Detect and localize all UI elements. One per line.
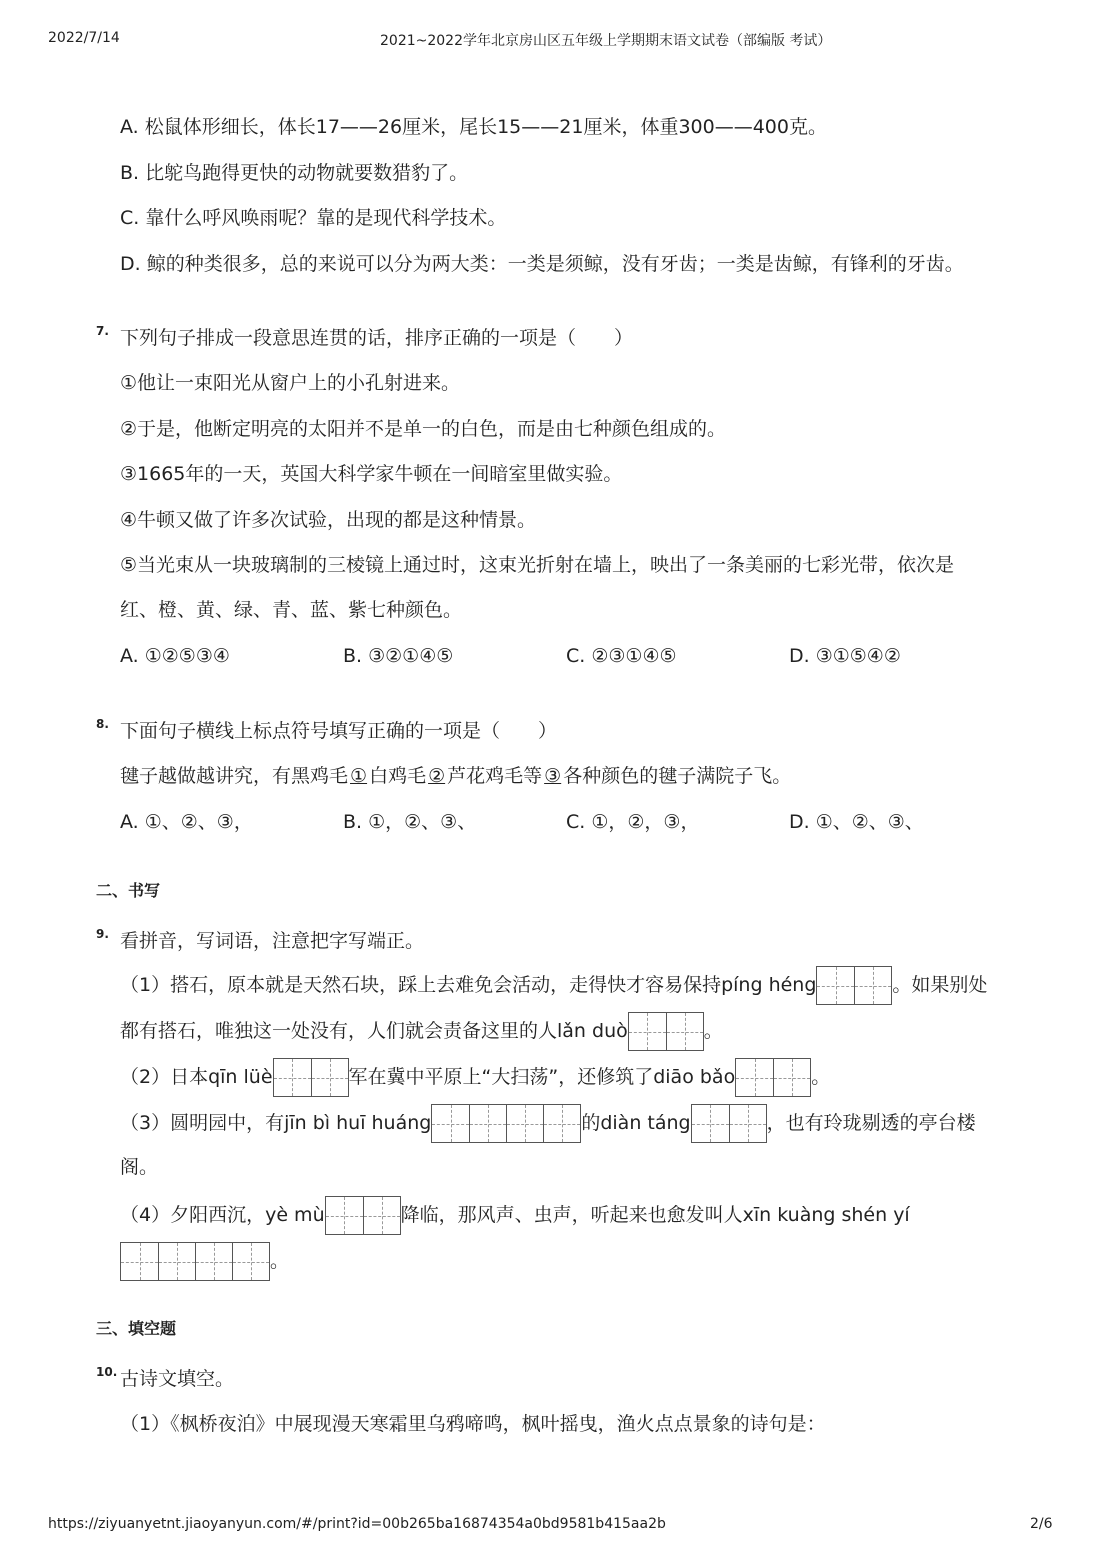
q7-sentence-2: ②于是，他断定明亮的太阳并不是单一的白色，而是由七种颜色组成的。 [120,418,727,440]
q9-text-3b: 军在冀中平原上“大扫荡”，还修筑了diāo bǎo [348,1066,736,1088]
q8-option-d[interactable]: D. ①、②、③、 [789,811,924,833]
header-title: 2021~2022学年北京房山区五年级上学期期末语文试卷（部编版 考试） [380,33,832,49]
q9-text-3c: 。 [811,1066,831,1088]
q7-option-c[interactable]: C. ②③①④⑤ [566,645,677,667]
q9-text-1a: （1）搭石，原本就是天然石块，踩上去难免会活动，走得快才容易保持píng héng [120,974,817,996]
q8-number: 8. [96,717,109,731]
q8-part-3: 芦花鸡毛等 [447,765,543,787]
q10-line-1: （1）《枫桥夜泊》中展现漫天寒霜里乌鸦啼鸣，枫叶摇曳，渔火点点景象的诗句是： [120,1413,826,1435]
q7-option-d[interactable]: D. ③①⑤④② [789,645,901,667]
q7-number: 7. [96,324,109,338]
q9-text-1b: 。如果别处 [892,974,988,996]
q9-line-7 [120,1242,289,1281]
q9-stem: 看拼音，写词语，注意把字写端正。 [120,930,425,952]
q7-option-b[interactable]: B. ③②①④⑤ [343,645,454,667]
writing-grid-landuo[interactable] [628,1012,704,1051]
q7-sentence-3: ③1665年的一天，英国大科学家牛顿在一间暗室里做实验。 [120,463,623,485]
q8-part-4: 各种颜色的毽子满院子飞。 [563,765,792,787]
q6-option-a: A. 松鼠体形细长，体长17——26厘米，尾长15——21厘米，体重300——400克。 [120,116,827,138]
q9-text-2a: 都有搭石，唯独这一处没有，人们就会责备这里的人lǎn duò [120,1020,628,1042]
q9-text-3a: （2）日本qīn lüè [120,1066,273,1088]
q8-option-c[interactable]: C. ①，②，③， [566,811,700,833]
q7-sentence-4: ④牛顿又做了许多次试验，出现的都是这种情景。 [120,509,537,531]
q9-text-4c: ，也有玲珑剔透的亭台楼 [766,1112,976,1134]
writing-grid-xinkuangshenyi[interactable] [120,1242,270,1281]
q8-stem: 下面句子横线上标点符号填写正确的一项是（ ） [120,720,558,742]
footer-page-number: 2/6 [1030,1516,1053,1532]
footer-url[interactable]: https://ziyuanyetnt.jiaoyanyun.com/#/print?id=00b265ba16874354a0bd9581b415aa2b [48,1516,666,1532]
section-3-title: 三、填空题 [96,1319,177,1338]
q10-stem: 古诗文填空。 [120,1368,235,1390]
q9-line-5: 阁。 [120,1156,159,1178]
q9-text-6b: 降临，那风声、虫声，听起来也愈发叫人xīn kuàng shén yí [400,1204,910,1226]
writing-grid-jinbihuihuang[interactable] [431,1104,581,1143]
q7-sentence-5: ⑤当光束从一块玻璃制的三棱镜上通过时，这束光折射在墙上，映出了一条美丽的七彩光带，依次是 [120,554,955,576]
q8-option-b[interactable]: B. ①，②、③、 [343,811,477,833]
q9-line-3 [120,1058,830,1097]
q9-line-2 [120,1012,723,1051]
q8-blank-2: ② [428,765,446,787]
q9-number: 9. [96,927,109,941]
q8-sentence [120,763,791,789]
q6-option-d: D. 鲸的种类很多，总的来说可以分为两大类：一类是须鲸，没有牙齿；一类是齿鲸，有锋利的牙齿。 [120,253,964,275]
q7-option-a[interactable]: A. ①②⑤③④ [120,645,230,667]
q9-text-6a: （4）夕阳西沉，yè mù [120,1204,325,1226]
q9-line-6 [120,1196,910,1235]
q9-text-4b: 的diàn táng [581,1112,691,1134]
q7-stem: 下列句子排成一段意思连贯的话，排序正确的一项是（ ） [120,327,634,349]
q10-number: 10. [96,1365,118,1379]
writing-grid-pingheng[interactable] [816,966,892,1005]
header-date: 2022/7/14 [48,30,120,46]
q9-text-2b: 。 [703,1020,723,1042]
writing-grid-diantang[interactable] [691,1104,767,1143]
writing-grid-yemu[interactable] [325,1196,401,1235]
q9-line-4 [120,1104,976,1143]
section-2-title: 二、书写 [96,881,161,900]
q8-part-2: 白鸡毛 [369,765,427,787]
q8-part-1: 毽子越做越讲究，有黑鸡毛 [120,765,349,787]
q7-sentence-5-cont: 红、橙、黄、绿、青、蓝、紫七种颜色。 [120,599,463,621]
writing-grid-diaobao[interactable] [735,1058,811,1097]
q6-option-c: C. 靠什么呼风唤雨呢？靠的是现代科学技术。 [120,207,507,229]
q9-line-1 [120,966,987,1005]
q9-text-4a: （3）圆明园中，有jīn bì huī huáng [120,1112,432,1134]
q8-blank-1: ① [350,765,368,787]
q7-sentence-1: ①他让一束阳光从窗户上的小孔射进来。 [120,372,461,394]
q8-option-a[interactable]: A. ①、②、③， [120,811,253,833]
q8-blank-3: ③ [544,765,562,787]
writing-grid-qinlue[interactable] [273,1058,349,1097]
q9-text-7: 。 [270,1250,290,1272]
q6-option-b: B. 比鸵鸟跑得更快的动物就要数猎豹了。 [120,162,469,184]
